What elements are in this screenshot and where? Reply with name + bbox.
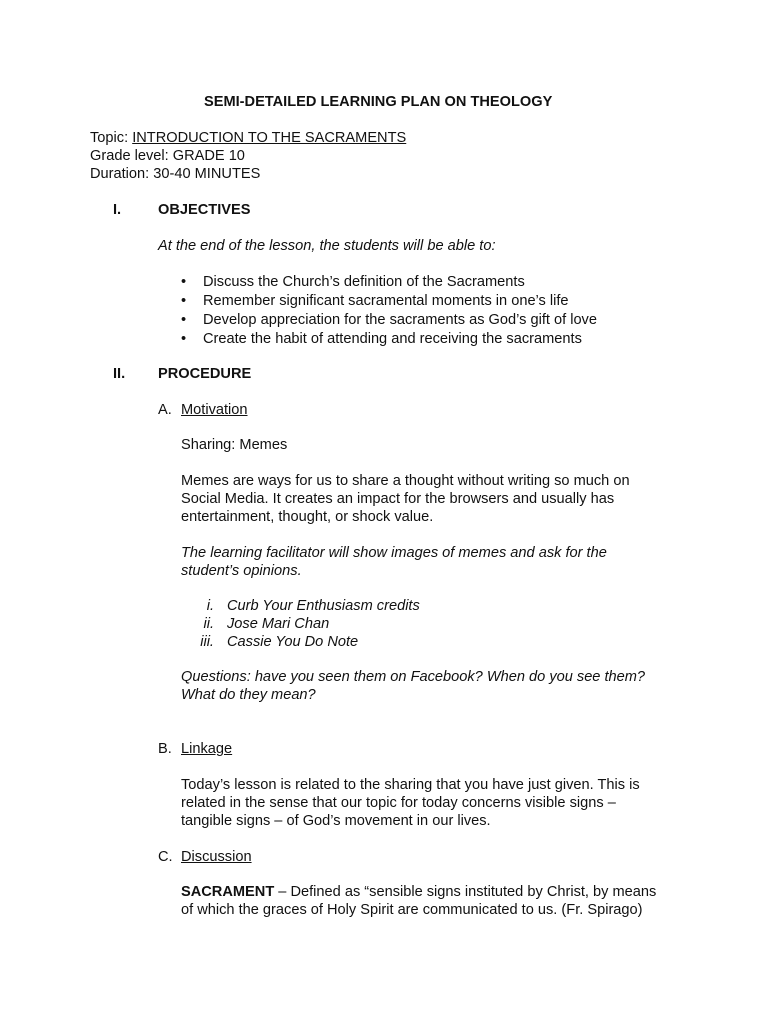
sacrament-definition-line: of which the graces of Holy Spirit are communicated to us. (Fr. Spirago) bbox=[181, 902, 643, 918]
motivation-sharing: Sharing: Memes bbox=[181, 437, 288, 453]
facilitator-note-line: student’s opinions. bbox=[181, 563, 302, 579]
subsection-heading-motivation: Motivation bbox=[181, 402, 248, 418]
topic-line bbox=[90, 129, 406, 147]
objectives-list bbox=[181, 273, 663, 353]
meme-item: Curb Your Enthusiasm credits bbox=[227, 598, 420, 614]
topic-value: INTRODUCTION TO THE SACRAMENTS bbox=[132, 130, 407, 146]
motivation-paragraph-line: Memes are ways for us to share a thought without writing so much on bbox=[181, 473, 630, 489]
section-numeral-objectives: I. bbox=[113, 202, 122, 218]
linkage-paragraph-line: related in the sense that our topic for today concerns visible signs – bbox=[181, 795, 616, 811]
objective-text: Develop appreciation for the sacraments as God’s gift of love bbox=[203, 312, 597, 328]
duration-line: Duration: 30-40 MINUTES bbox=[90, 166, 261, 182]
objective-text: Remember significant sacramental moments in one’s life bbox=[203, 293, 569, 309]
sacrament-definition-text: – Defined as “sensible signs instituted by Christ, by means bbox=[274, 884, 657, 900]
section-numeral-procedure: II. bbox=[113, 366, 126, 382]
section-heading-procedure: PROCEDURE bbox=[158, 366, 252, 382]
facilitator-note-line: The learning facilitator will show images of memes and ask for the bbox=[181, 545, 607, 561]
motivation-paragraph-line: Social Media. It creates an impact for the browsers and usually has bbox=[181, 491, 615, 507]
subsection-letter-linkage: B. bbox=[158, 741, 172, 757]
document-title: SEMI-DETAILED LEARNING PLAN ON THEOLOGY bbox=[204, 94, 553, 110]
sacrament-definition-line bbox=[181, 883, 656, 901]
topic-label: Topic: bbox=[90, 130, 133, 146]
list-item bbox=[181, 311, 597, 329]
bullet-icon: • bbox=[181, 331, 187, 347]
list-item bbox=[181, 292, 569, 310]
meme-numeral: i. bbox=[206, 598, 214, 614]
list-item bbox=[181, 273, 525, 291]
section-heading-objectives: OBJECTIVES bbox=[158, 202, 251, 218]
meme-numeral: ii. bbox=[203, 616, 214, 632]
subsection-letter-motivation: A. bbox=[158, 402, 172, 418]
motivation-paragraph-line: entertainment, thought, or shock value. bbox=[181, 509, 434, 525]
objectives-intro: At the end of the lesson, the students will be able to: bbox=[158, 238, 496, 254]
meme-numeral: iii. bbox=[200, 634, 214, 650]
bullet-icon: • bbox=[181, 312, 187, 328]
questions-line: What do they mean? bbox=[181, 687, 316, 703]
sacrament-term: SACRAMENT bbox=[181, 884, 275, 900]
subsection-letter-discussion: C. bbox=[158, 849, 173, 865]
objective-text: Create the habit of attending and receiving the sacraments bbox=[203, 331, 582, 347]
questions-line: Questions: have you seen them on Facebook? When do you see them? bbox=[181, 669, 646, 685]
grade-line: Grade level: GRADE 10 bbox=[90, 148, 245, 164]
bullet-icon: • bbox=[181, 274, 187, 290]
subsection-heading-linkage: Linkage bbox=[181, 741, 233, 757]
meme-item: Jose Mari Chan bbox=[227, 616, 330, 632]
linkage-paragraph-line: Today’s lesson is related to the sharing that you have just given. This is bbox=[181, 777, 640, 793]
objective-text: Discuss the Church’s definition of the Sacraments bbox=[203, 274, 525, 290]
meme-item: Cassie You Do Note bbox=[227, 634, 359, 650]
bullet-icon: • bbox=[181, 293, 187, 309]
list-item bbox=[181, 330, 582, 348]
linkage-paragraph-line: tangible signs – of God’s movement in our lives. bbox=[181, 813, 491, 829]
subsection-heading-discussion: Discussion bbox=[181, 849, 252, 865]
